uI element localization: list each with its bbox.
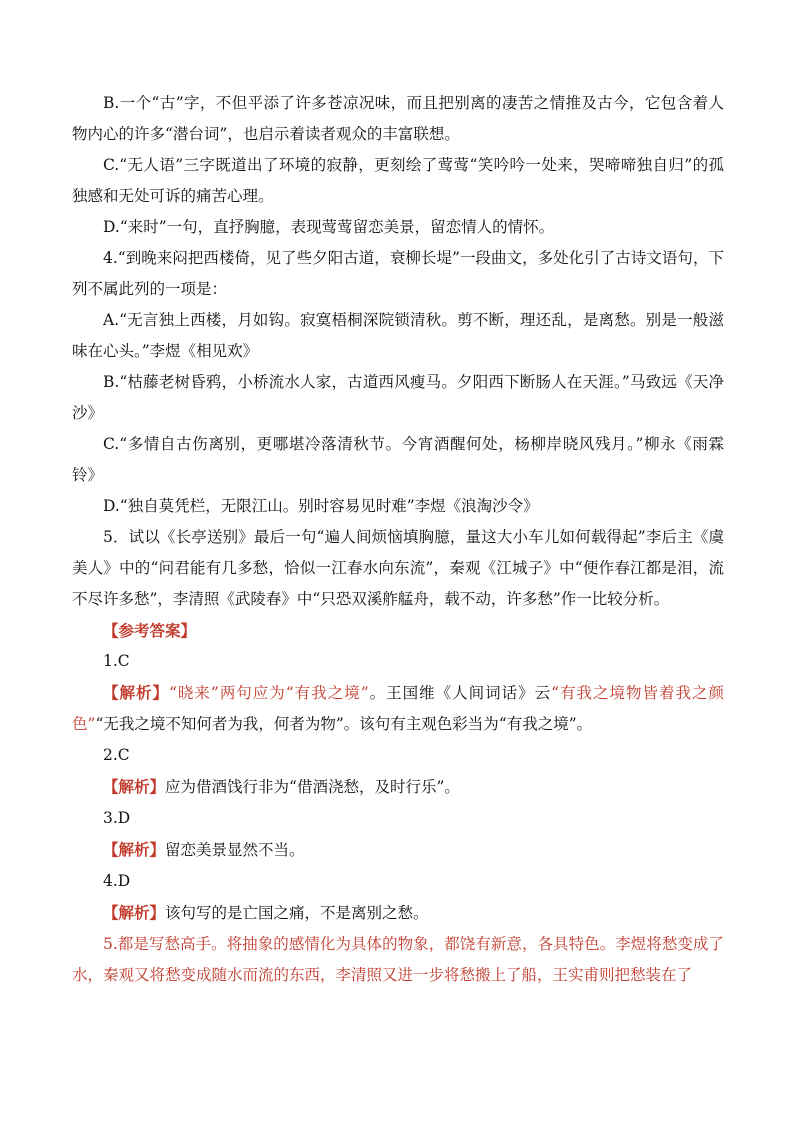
explanation-3 xyxy=(72,834,724,866)
explanation-1 xyxy=(72,677,724,740)
explanation-label: 【解析】 xyxy=(103,777,166,796)
answer-2: 2.C xyxy=(103,746,130,764)
q4-option-b: B.“枯藤老树昏鸦，小桥流水人家，古道西风瘦马。夕阳西下断肠人在天涯。”马致远《天净沙》 xyxy=(72,373,724,422)
q4-option-c: C.“多情自古伤离别，更哪堪冷落清秋节。今宵酒醒何处，杨柳岸晓风残月。”柳永《雨霖铃》 xyxy=(72,435,724,484)
q4-option-a: A.“无言独上西楼，月如钩。寂寞梧桐深院锁清秋。剪不断，理还乱，是离愁。别是一般滋味在心头。”李煜《相见欢》 xyxy=(72,311,724,360)
explanation-4-text: 该句写的是亡国之痛，不是离别之愁。 xyxy=(165,904,429,922)
answer-3: 3.D xyxy=(103,809,131,827)
q3-option-d: D.“来时”一句，直抒胸臆，表现莺莺留恋美景，留恋情人的情怀。 xyxy=(103,218,555,236)
explanation-label: 【解析】 xyxy=(103,840,166,859)
answer-1: 1.C xyxy=(103,652,130,670)
q5-stem: 5．试以《长亭送别》最后一句“遍人间烦恼填胸臆，量这大小车儿如何载得起”李后主《虞美人》中的“问君能有几多愁，恰似一江春水向东流”，秦观《江城子》中“便作春江都是泪，流不尽许多愁”，李清照《武陵春》中“只恐双溪舴艋舟，载不动，许多愁”作一比较分析。 xyxy=(72,528,724,608)
explanation-2-text: 应为借酒饯行非为“借酒浇愁，及时行乐”。 xyxy=(165,778,460,796)
explanation-3-text: 留恋美景显然不当。 xyxy=(165,841,305,859)
explanation-label: 【解析】 xyxy=(103,903,166,922)
explanation-4 xyxy=(72,897,724,929)
q3-option-b: B.一个“古”字，不但平添了许多苍凉况味，而且把别离的凄苦之情推及古今，它包含着人物内心的许多“潜台词”，也启示着读者观众的丰富联想。 xyxy=(72,94,724,143)
q4-stem: 4.“到晚来闷把西楼倚，见了些夕阳古道，衰柳长堤”一段曲文，多处化引了古诗文语句，下列不属此列的一项是： xyxy=(72,249,724,298)
answers-header: 【参考答案】 xyxy=(103,621,197,640)
explanation-1-part-4: “无我之境不知何者为我，何者为物”。该句有主观色彩当为“有我之境”。 xyxy=(95,715,593,733)
explanation-2 xyxy=(72,771,724,803)
explanation-1-part-1: “晓来”两句应为“有我之境” xyxy=(168,684,369,702)
explanation-1-part-3: “有我之境物皆着我之颜色” xyxy=(72,684,724,733)
q3-option-c: C.“无人语”三字既道出了环境的寂静，更刻绘了莺莺“笑吟吟一处来，哭啼啼独自归”的孤独感和无处可诉的痛苦心理。 xyxy=(72,156,724,205)
q4-option-d: D.“独自莫凭栏，无限江山。别时容易见时难”李煜《浪淘沙令》 xyxy=(103,497,539,515)
explanation-1-part-2: 。王国维《人间词话》云 xyxy=(368,684,552,702)
answer-5: 5.都是写愁高手。将抽象的感情化为具体的物象，都饶有新意，各具特色。李煜将愁变成了水，秦观又将愁变成随水而流的东西，李清照又进一步将愁搬上了船，王实甫则把愁装在了 xyxy=(72,935,724,984)
answer-4: 4.D xyxy=(103,872,131,890)
document-body xyxy=(72,88,724,991)
explanation-label: 【解析】 xyxy=(103,683,169,702)
